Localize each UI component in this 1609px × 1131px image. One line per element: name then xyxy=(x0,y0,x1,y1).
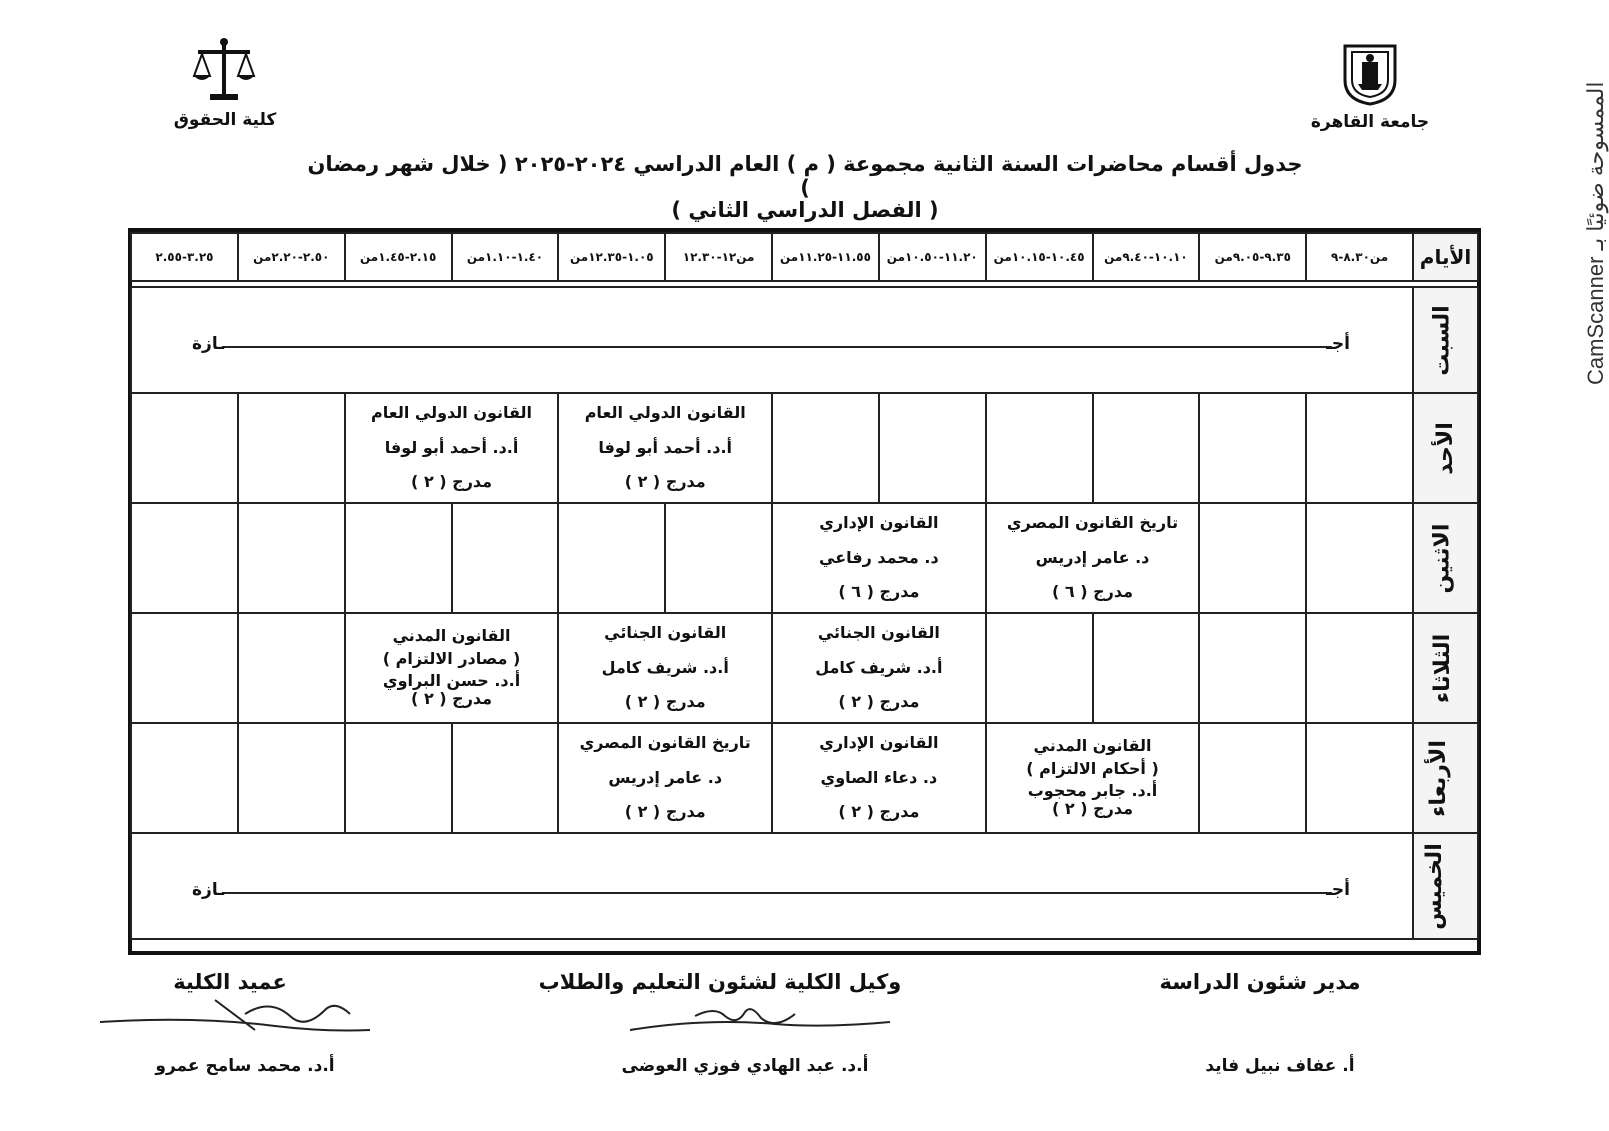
day-saturday: السبت xyxy=(1413,287,1478,393)
time-slot: ١١.٥٥-١١.٢٥من xyxy=(772,233,879,281)
lecture-cell: القانون الإداري د. دعاء الصاوي مدرج ( ٢ ) xyxy=(772,723,986,833)
signature-name-middle: أ.د. عبد الهادي فوزي العوضى xyxy=(621,1056,869,1076)
holiday-left: ـازة xyxy=(192,880,225,900)
time-slot: ١.٤٠-١.١٠من xyxy=(452,233,559,281)
row-monday xyxy=(131,503,1478,613)
row-wednesday xyxy=(131,723,1478,833)
day-wednesday: الأربعاء xyxy=(1413,723,1478,833)
university-name: جامعة القاهرة xyxy=(1310,112,1430,132)
row-thursday xyxy=(131,833,1478,939)
days-header: الأيام xyxy=(1413,233,1478,281)
time-slot: ١٠.١٠-٩.٤٠من xyxy=(1093,233,1200,281)
lecture-cell: تاريخ القانون المصري د. عامر إدريس مدرج ( ٦ ) xyxy=(986,503,1200,613)
holiday-left: ـازة xyxy=(192,334,225,354)
university-logo xyxy=(1340,40,1400,106)
signature-name-right: أ. عفاف نبيل فايد xyxy=(1205,1056,1355,1076)
lecture-cell: القانون الجنائي أ.د. شريف كامل مدرج ( ٢ ) xyxy=(558,613,772,723)
time-slot: ٢.١٥-١.٤٥من xyxy=(345,233,452,281)
signature-title-middle: وكيل الكلية لشئون التعليم والطلاب xyxy=(538,970,902,994)
time-slot: من٨.٣٠-٩ xyxy=(1306,233,1413,281)
time-slot: ٢.٥٠-٢.٢٠من xyxy=(238,233,345,281)
time-slot: ١.٠٥-١٢.٣٥من xyxy=(558,233,665,281)
lecture-cell: تاريخ القانون المصري د. عامر إدريس مدرج ( ٢ ) xyxy=(558,723,772,833)
holiday-right: أجـ xyxy=(1326,334,1350,354)
holiday-cell xyxy=(131,833,1413,939)
row-saturday xyxy=(131,287,1478,393)
holiday-cell xyxy=(131,287,1413,393)
lecture-cell: القانون الدولي العام أ.د. أحمد أبو لوفا مدرج ( ٢ ) xyxy=(345,393,559,503)
lecture-cell: القانون الدولي العام أ.د. أحمد أبو لوفا مدرج ( ٢ ) xyxy=(558,393,772,503)
lecture-cell: القانون المدني ( مصادر الالتزام ) أ.د. حسن البراوي مدرج ( ٢ ) xyxy=(345,613,559,723)
page-title: جدول أقسام محاضرات السنة الثانية مجموعة ( م ) العام الدراسي ٢٠٢٤-٢٠٢٥ ( خلال شهر رمضان ) xyxy=(307,152,1303,200)
scales-of-justice-icon xyxy=(192,36,256,102)
header-row xyxy=(131,233,1478,281)
time-slot: ٣.٢٥-٢.٥٥ xyxy=(131,233,238,281)
lecture-cell: القانون الجنائي أ.د. شريف كامل مدرج ( ٢ ) xyxy=(772,613,986,723)
row-tuesday xyxy=(131,613,1478,723)
holiday-right: أجـ xyxy=(1326,880,1350,900)
schedule-table xyxy=(130,232,1479,940)
day-thursday: الخميس xyxy=(1413,833,1478,939)
lecture-cell: القانون الإداري د. محمد رفاعي مدرج ( ٦ ) xyxy=(772,503,986,613)
day-sunday: الأحد xyxy=(1413,393,1478,503)
scanner-watermark-text: CamScanner الممسوحة ضوئيًا بـ xyxy=(1583,81,1608,385)
signature-scribble-left xyxy=(95,990,375,1040)
scanner-watermark xyxy=(1561,30,1608,390)
signature-title-left: عميد الكلية xyxy=(173,970,287,994)
day-monday: الاثنين xyxy=(1413,503,1478,613)
lecture-cell: القانون المدني ( أحكام الالتزام ) أ.د. جابر محجوب مدرج ( ٢ ) xyxy=(986,723,1200,833)
time-slot: من١٢-١٢.٣٠ xyxy=(665,233,772,281)
signature-name-left: أ.د. محمد سامح عمرو xyxy=(155,1056,335,1076)
signature-title-right: مدير شئون الدراسة xyxy=(1159,970,1361,994)
page-subtitle: ( الفصل الدراسي الثاني ) xyxy=(671,198,939,222)
time-slot: ٩.٣٥-٩.٠٥من xyxy=(1199,233,1306,281)
signature-scribble-middle xyxy=(625,1000,895,1040)
faculty-name: كلية الحقوق xyxy=(173,110,277,130)
row-sunday xyxy=(131,393,1478,503)
time-slot: ١١.٢٠-١٠.٥٠من xyxy=(879,233,986,281)
day-tuesday: الثلاثاء xyxy=(1413,613,1478,723)
time-slot: ١٠.٤٥-١٠.١٥من xyxy=(986,233,1093,281)
